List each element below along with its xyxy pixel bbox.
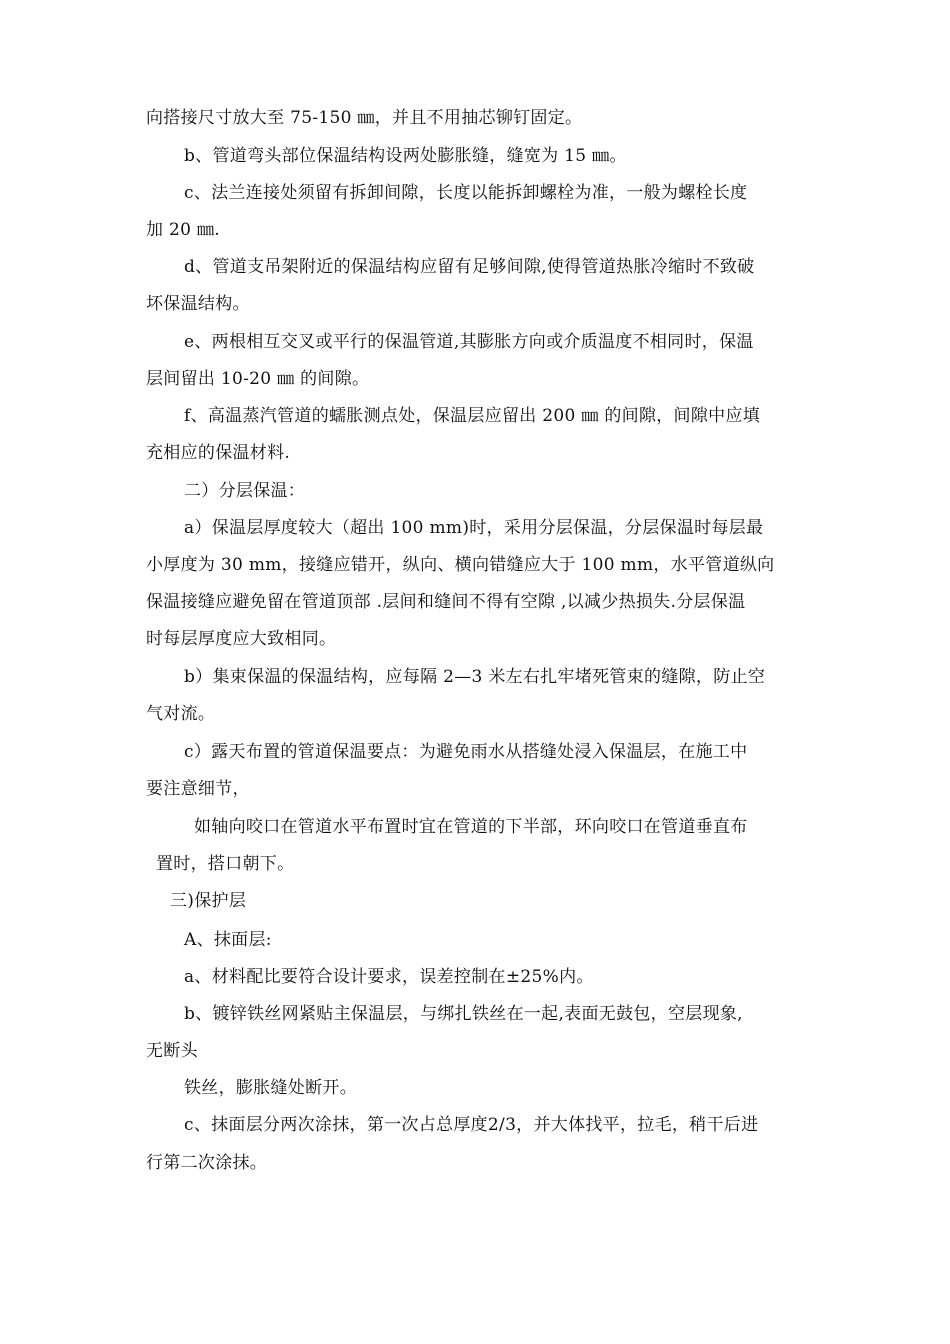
text-line: b、管道弯头部位保温结构设两处膨胀缝，缝宽为 15 ㎜。 <box>184 146 627 166</box>
text-line: a）保温层厚度较大（超出 100 mm)时，采用分层保温，分层保温时每层最 <box>184 518 764 538</box>
subsection-heading: A、抹面层: <box>184 930 272 950</box>
text-line: b、镀锌铁丝网紧贴主保温层，与绑扎铁丝在一起,表面无鼓包，空层现象, <box>184 1004 743 1024</box>
text-line: 向搭接尺寸放大至 75-150 ㎜，并且不用抽芯铆钉固定。 <box>146 108 583 128</box>
text-line: c）露天布置的管道保温要点：为避免雨水从搭缝处浸入保温层，在施工中 <box>184 742 748 762</box>
text-line: 坏保温结构。 <box>146 294 250 314</box>
section-heading: 二）分层保温： <box>184 481 306 501</box>
text-line: 行第二次涂抹。 <box>146 1153 268 1173</box>
text-line: 如轴向咬口在管道水平布置时宜在管道的下半部，环向咬口在管道垂直布 <box>194 817 748 837</box>
text-line: 保温接缝应避免留在管道顶部 .层间和缝间不得有空隙 ,以减少热损失.分层保温 <box>146 592 746 612</box>
text-line: 要注意细节， <box>146 779 250 799</box>
text-line: 层间留出 10-20 ㎜ 的间隙。 <box>146 369 370 389</box>
text-line: 时每层厚度应大致相同。 <box>146 629 337 649</box>
text-line: a、材料配比要符合设计要求，误差控制在±25%内。 <box>184 967 594 987</box>
section-heading: 三)保护层 <box>170 891 247 911</box>
text-line: c、抹面层分两次涂抹，第一次占总厚度2/3，并大体找平，拉毛，稍干后进 <box>184 1115 759 1135</box>
text-line: 充相应的保温材料. <box>146 443 291 463</box>
text-line: c、法兰连接处须留有拆卸间隙，长度以能拆卸螺栓为准，一般为螺栓长度 <box>184 183 748 203</box>
text-line: 置时，搭口朝下。 <box>156 854 295 874</box>
text-line: f、高温蒸汽管道的蠕胀测点处，保温层应留出 200 ㎜ 的间隙，间隙中应填 <box>184 406 761 426</box>
text-line: 铁丝，膨胀缝处断开。 <box>184 1078 357 1098</box>
text-line: 无断头 <box>146 1041 198 1061</box>
text-line: e、两根相互交叉或平行的保温管道,其膨胀方向或介质温度不相同时，保温 <box>184 332 754 352</box>
text-line: d、管道支吊架附近的保温结构应留有足够间隙,使得管道热胀冷缩时不致破 <box>184 257 755 277</box>
text-line: b）集束保温的保温结构，应每隔 2—3 米左右扎牢堵死管束的缝隙，防止空 <box>184 667 766 687</box>
text-line: 气对流。 <box>146 704 216 724</box>
text-line: 小厚度为 30 mm，接缝应错开，纵向、横向错缝应大于 100 mm，水平管道纵向 <box>146 555 775 575</box>
text-line: 加 20 ㎜. <box>146 220 220 240</box>
